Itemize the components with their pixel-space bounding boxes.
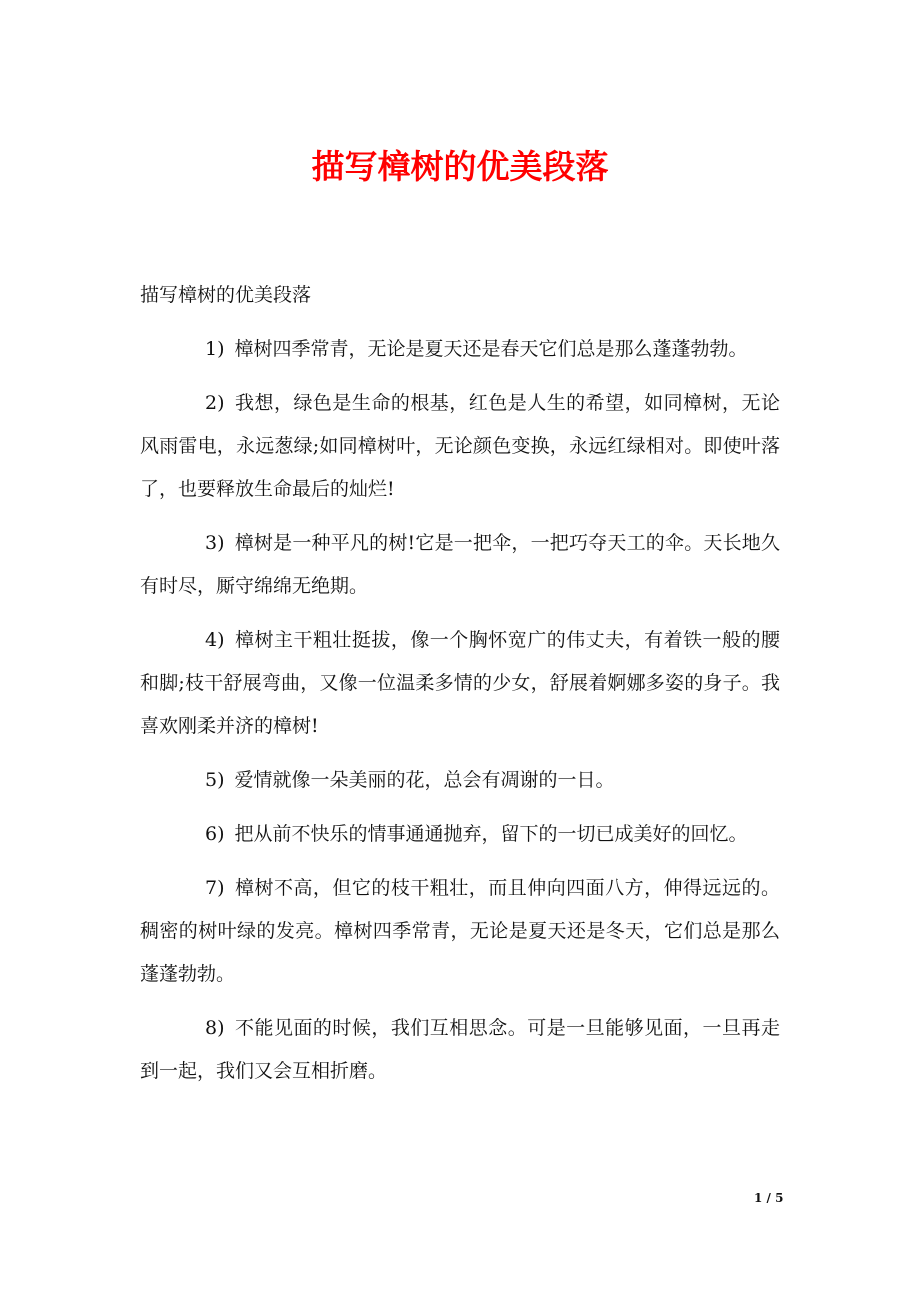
document-subtitle: 描写樟树的优美段落 xyxy=(140,284,312,306)
document-body xyxy=(140,274,780,1104)
document-title: 描写樟树的优美段落 xyxy=(311,147,609,186)
paragraph-text: 樟树主干粗壮挺拔，像一个胸怀宽广的伟丈夫，有着铁一般的腰和脚;枝干舒展弯曲，又像一位温柔多情的少女，舒展着婀娜多姿的身子。我喜欢刚柔并济的樟树! xyxy=(140,629,780,737)
paragraph-7 xyxy=(140,867,780,996)
paragraph-6 xyxy=(140,813,780,856)
paragraph-8 xyxy=(140,1007,780,1093)
paragraph-3 xyxy=(140,522,780,608)
paragraph-text: 爱情就像一朵美丽的花，总会有凋谢的一日。 xyxy=(234,769,615,791)
paragraph-text: 不能见面的时候，我们互相思念。可是一旦能够见面，一旦再走到一起，我们又会互相折磨。 xyxy=(140,1017,780,1082)
paragraph-2 xyxy=(140,382,780,511)
paragraph-number: 4) xyxy=(205,629,225,651)
paragraph-number: 6) xyxy=(205,823,225,845)
paragraph-text: 我想，绿色是生命的根基，红色是人生的希望，如同樟树，无论风雨雷电，永远葱绿;如同樟树叶，无论颜色变换，永远红绿相对。即使叶落了，也要释放生命最后的灿烂! xyxy=(140,392,780,500)
paragraph-text: 樟树四季常青，无论是夏天还是春天它们总是那么蓬蓬勃勃。 xyxy=(234,338,748,360)
paragraph-text: 把从前不快乐的情事通通抛弃，留下的一切已成美好的回忆。 xyxy=(234,823,748,845)
paragraph-5 xyxy=(140,759,780,802)
paragraph-1 xyxy=(140,328,780,371)
paragraph-number: 2) xyxy=(205,392,225,414)
paragraph-4 xyxy=(140,619,780,748)
paragraph-number: 8) xyxy=(205,1017,225,1039)
page-number: 1 / 5 xyxy=(754,1191,784,1205)
paragraph-number: 1) xyxy=(205,338,225,360)
paragraph-text: 樟树不高，但它的枝干粗壮，而且伸向四面八方，伸得远远的。稠密的树叶绿的发亮。樟树四季常青，无论是夏天还是冬天，它们总是那么蓬蓬勃勃。 xyxy=(140,877,780,985)
paragraph-text: 樟树是一种平凡的树!它是一把伞，一把巧夺天工的伞。天长地久有时尽，厮守绵绵无绝期。 xyxy=(140,532,780,597)
paragraph-number: 3) xyxy=(205,532,225,554)
paragraph-number: 5) xyxy=(205,769,225,791)
paragraph-number: 7) xyxy=(205,877,225,899)
